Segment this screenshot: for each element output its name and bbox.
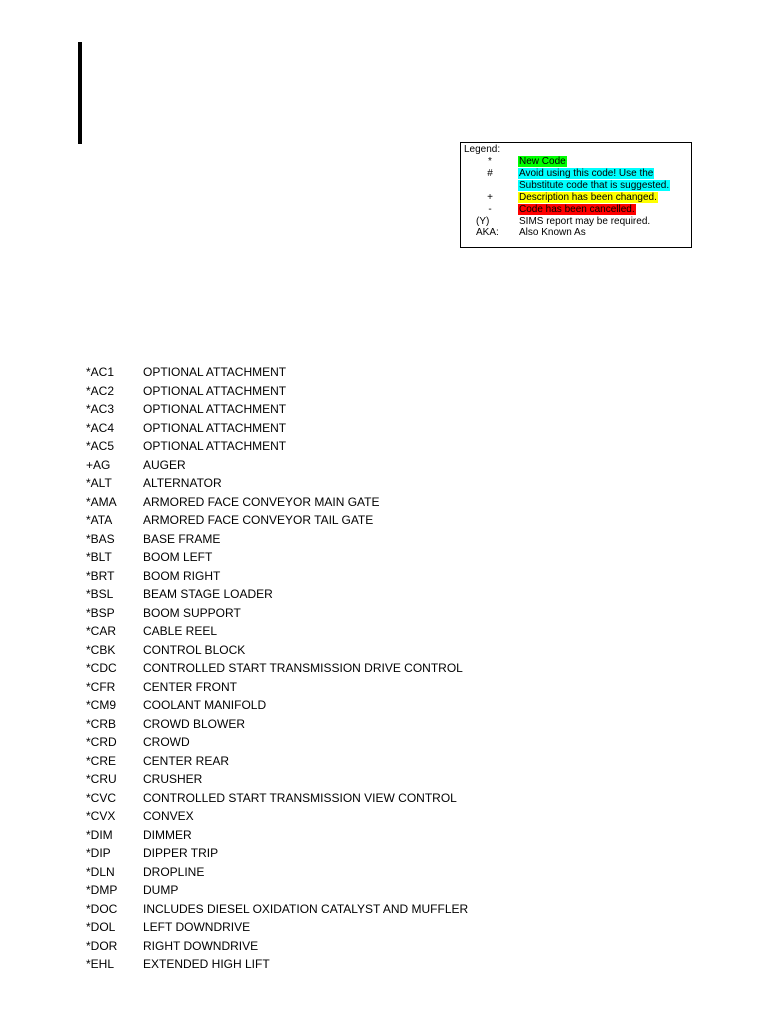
code-row xyxy=(86,734,468,753)
component-code: *AC1 xyxy=(86,365,115,379)
code-row xyxy=(86,401,468,420)
component-code: *DIP xyxy=(86,846,111,860)
code-row xyxy=(86,364,468,383)
component-code: *CBK xyxy=(86,642,116,657)
code-row xyxy=(86,697,468,716)
component-code: *BSL xyxy=(86,587,114,601)
code-row xyxy=(86,938,468,957)
component-description: ARMORED FACE CONVEYOR MAIN GATE xyxy=(143,494,380,509)
component-description: CONTROLLED START TRANSMISSION DRIVE CONTROL xyxy=(143,661,463,675)
component-description: OPTIONAL ATTACHMENT xyxy=(143,439,287,453)
component-description: ARMORED FACE CONVEYOR TAIL GATE xyxy=(143,513,374,527)
code-row xyxy=(86,605,468,624)
code-row xyxy=(86,827,468,846)
component-code: *AC4 xyxy=(86,420,115,435)
component-description: DIPPER TRIP xyxy=(143,846,219,860)
legend-description xyxy=(518,192,658,204)
component-code: *ATA xyxy=(86,513,113,527)
component-description: BASE FRAME xyxy=(143,531,221,546)
component-code: *BAS xyxy=(86,531,115,546)
code-row xyxy=(86,568,468,587)
legend-row xyxy=(461,180,691,192)
code-row xyxy=(86,531,468,550)
code-row xyxy=(86,901,468,920)
legend-description-text: Substitute code that is suggested. xyxy=(519,179,670,191)
code-row xyxy=(86,438,468,457)
code-row xyxy=(86,716,468,735)
component-code: *CFR xyxy=(86,679,116,694)
component-code: *DOC xyxy=(86,901,118,916)
code-row xyxy=(86,753,468,772)
code-row xyxy=(86,660,468,679)
component-description: BOOM RIGHT xyxy=(143,568,221,583)
code-row xyxy=(86,882,468,901)
component-description: CONTROLLED START TRANSMISSION VIEW CONTROL xyxy=(143,790,457,805)
component-code: *CAR xyxy=(86,624,117,638)
code-row xyxy=(86,808,468,827)
component-code: *DOL xyxy=(86,920,116,934)
component-description: CROWD BLOWER xyxy=(143,716,245,731)
component-description: BOOM SUPPORT xyxy=(143,605,241,620)
legend-description xyxy=(518,216,651,228)
legend-symbol: AKA: xyxy=(476,227,499,239)
legend-row xyxy=(461,216,691,228)
legend-title: Legend: xyxy=(464,144,501,155)
component-code: +AG xyxy=(86,457,111,472)
component-description: DUMP xyxy=(143,883,179,897)
component-code: *CDC xyxy=(86,661,117,675)
component-description: BOOM LEFT xyxy=(143,550,213,564)
component-description: DIMMER xyxy=(143,827,192,842)
code-row xyxy=(86,475,468,494)
component-code: *DMP xyxy=(86,883,118,897)
legend-description xyxy=(518,156,567,168)
component-description: ALTERNATOR xyxy=(143,476,222,490)
legend-description xyxy=(518,227,587,239)
component-description: CROWD xyxy=(143,735,190,749)
component-description: OPTIONAL ATTACHMENT xyxy=(143,365,287,379)
component-code: *CVC xyxy=(86,790,117,805)
component-code: *CRE xyxy=(86,753,117,768)
legend-description-text: Description has been changed. xyxy=(519,191,657,203)
component-description: OPTIONAL ATTACHMENT xyxy=(143,420,287,435)
code-list xyxy=(86,364,468,975)
component-description: CONTROL BLOCK xyxy=(143,642,246,657)
code-row xyxy=(86,420,468,439)
legend-row xyxy=(461,192,691,204)
code-row xyxy=(86,956,468,975)
legend-description-text: Code has been cancelled. xyxy=(519,203,635,215)
component-description: OPTIONAL ATTACHMENT xyxy=(143,383,287,398)
component-description: CENTER REAR xyxy=(143,753,230,768)
component-description: OPTIONAL ATTACHMENT xyxy=(143,402,287,416)
legend-description xyxy=(518,204,636,216)
code-row xyxy=(86,623,468,642)
component-description: DROPLINE xyxy=(143,864,205,879)
code-row xyxy=(86,642,468,661)
legend-box xyxy=(460,142,692,248)
legend-description-text: Avoid using this code! Use the xyxy=(519,167,654,179)
code-row xyxy=(86,771,468,790)
code-row xyxy=(86,845,468,864)
legend-symbol: - xyxy=(488,203,492,215)
legend-symbol: + xyxy=(487,191,493,203)
component-description: AUGER xyxy=(143,457,186,472)
code-row xyxy=(86,586,468,605)
component-code: *DOR xyxy=(86,938,118,953)
component-description: CABLE REEL xyxy=(143,624,218,638)
component-description: CONVEX xyxy=(143,809,194,823)
component-description: EXTENDED HIGH LIFT xyxy=(143,957,270,971)
code-row xyxy=(86,549,468,568)
code-row xyxy=(86,679,468,698)
component-code: *CRU xyxy=(86,772,117,786)
component-code: *EHL xyxy=(86,957,115,971)
legend-row xyxy=(461,168,691,180)
component-description: CRUSHER xyxy=(143,772,203,786)
legend-row xyxy=(461,227,691,239)
legend-symbol: * xyxy=(488,156,492,167)
component-description: COOLANT MANIFOLD xyxy=(143,698,267,712)
code-row xyxy=(86,383,468,402)
legend-description xyxy=(518,180,670,192)
code-row xyxy=(86,919,468,938)
legend-description-text: Also Known As xyxy=(519,227,586,239)
component-description: INCLUDES DIESEL OXIDATION CATALYST AND MUFFLER xyxy=(143,901,469,916)
legend-description-text: SIMS report may be required. xyxy=(519,215,651,227)
legend-row xyxy=(461,204,691,216)
margin-bar xyxy=(78,42,82,144)
component-code: *CRD xyxy=(86,735,117,749)
legend-row xyxy=(461,156,691,168)
component-code: *CM9 xyxy=(86,698,117,712)
code-row xyxy=(86,512,468,531)
component-code: *CVX xyxy=(86,809,116,823)
code-row xyxy=(86,457,468,476)
component-code: *CRB xyxy=(86,716,117,731)
component-code: *BLT xyxy=(86,550,112,564)
component-description: RIGHT DOWNDRIVE xyxy=(143,938,259,953)
code-row xyxy=(86,864,468,883)
legend-symbol: (Y) xyxy=(476,215,490,227)
component-code: *AC2 xyxy=(86,383,115,398)
component-description: LEFT DOWNDRIVE xyxy=(143,920,251,934)
legend-description-text: New Code xyxy=(519,156,566,167)
component-description: BEAM STAGE LOADER xyxy=(143,587,273,601)
component-description: CENTER FRONT xyxy=(143,679,237,694)
component-code: *AC5 xyxy=(86,439,115,453)
component-code: *DIM xyxy=(86,827,113,842)
code-row xyxy=(86,494,468,513)
component-code: *AMA xyxy=(86,494,117,509)
component-code: *AC3 xyxy=(86,402,115,416)
legend-description xyxy=(518,168,654,180)
code-row xyxy=(86,790,468,809)
component-code: *BSP xyxy=(86,605,115,620)
component-code: *DLN xyxy=(86,864,115,879)
component-code: *BRT xyxy=(86,568,115,583)
component-code: *ALT xyxy=(86,476,112,490)
legend-symbol: # xyxy=(487,167,493,179)
